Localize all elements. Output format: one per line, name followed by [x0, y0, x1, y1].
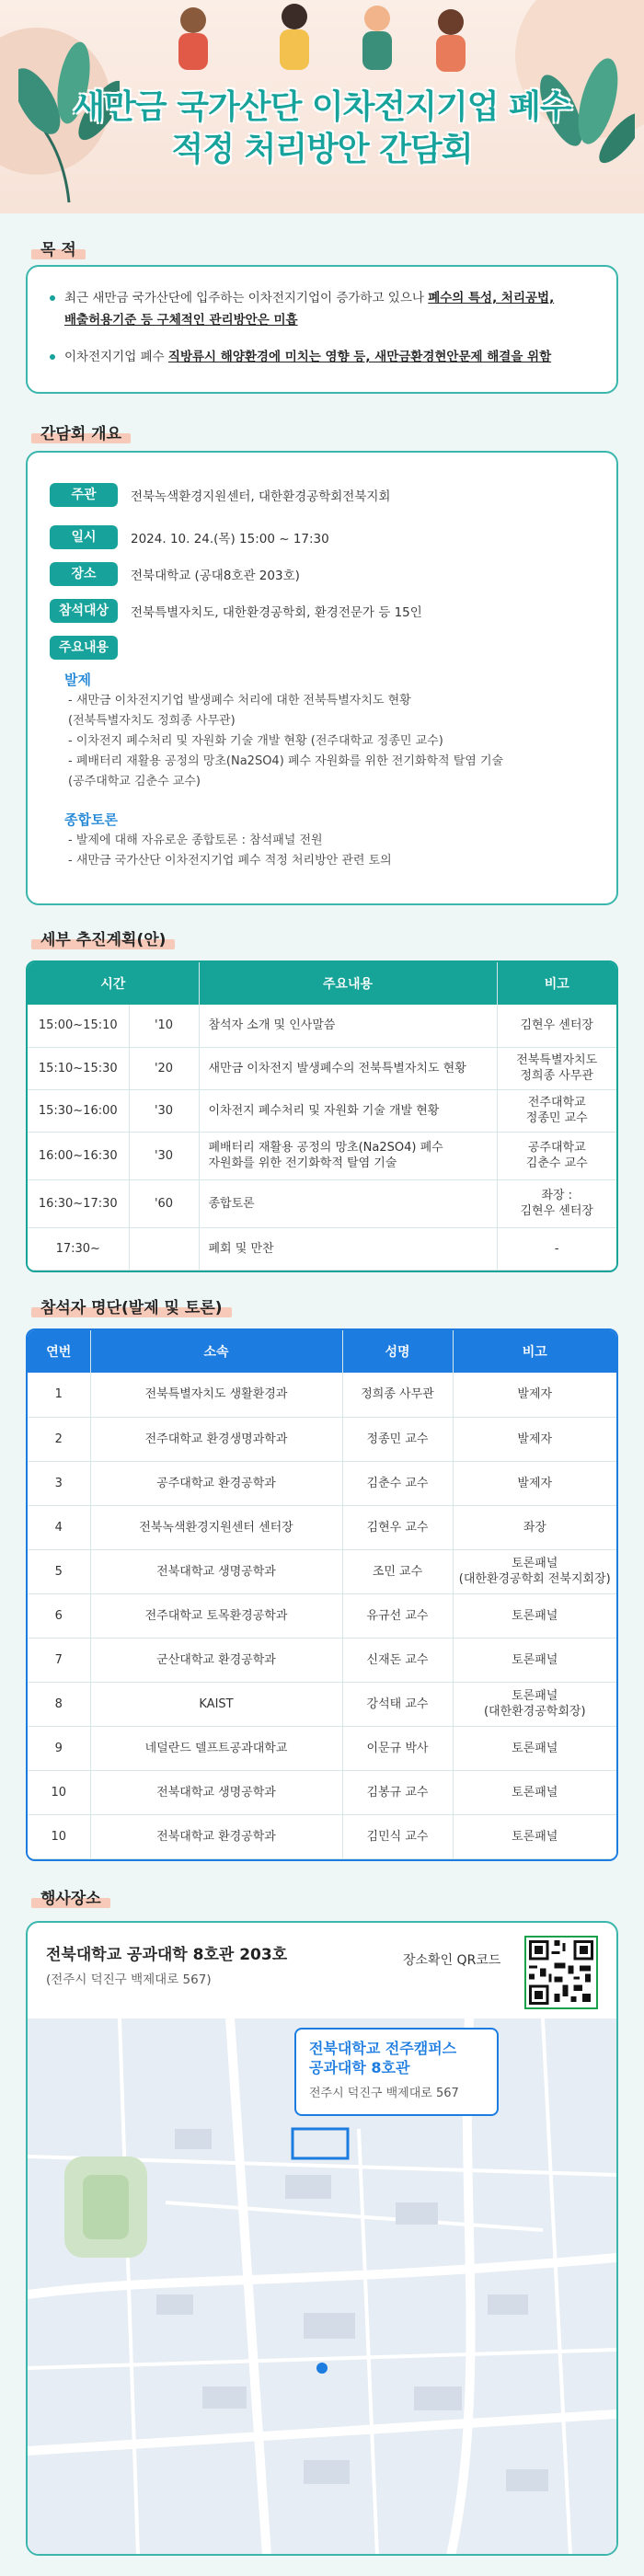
- qr-label: 장소확인 QR코드: [403, 1953, 501, 1968]
- table-row: [28, 1770, 616, 1814]
- attendee-organization: 전북특별자치도 생활환경과: [90, 1373, 342, 1417]
- attendee-name: 신재돈 교수: [342, 1638, 453, 1682]
- section-header-schedule: [31, 924, 175, 951]
- venue-card: [26, 1921, 618, 2556]
- schedule-time: 15:10~15:30: [28, 1047, 129, 1089]
- section-title: 세부 추진계획(안): [40, 930, 167, 949]
- schedule-time: 15:00~15:10: [28, 1005, 129, 1047]
- schedule-content: 참석자 소개 및 인사말씀: [199, 1005, 497, 1047]
- attendee-number: 7: [28, 1638, 90, 1682]
- overview-tag: 주관: [50, 483, 118, 507]
- overview-subheading-presentation: 발제: [64, 672, 91, 688]
- map-label-campus: 전북대학교 전주캠퍼스: [309, 2040, 457, 2057]
- purpose-text-bold: 폐수의 특성, 처리공법,: [428, 291, 555, 305]
- schedule-duration: '30: [129, 1132, 199, 1179]
- qr-code-icon[interactable]: [524, 1936, 598, 2009]
- attendee-role: 토론패널: [453, 1638, 616, 1682]
- table-row: [28, 1089, 616, 1132]
- attendee-name: 정종민 교수: [342, 1417, 453, 1461]
- column-header: 시간: [28, 962, 199, 1005]
- schedule-note: 전주대학교 정종민 교수: [497, 1089, 616, 1132]
- attendee-role: 토론패널 (대한환경공학회 전북지회장): [453, 1549, 616, 1593]
- attendee-name: 김민식 교수: [342, 1814, 453, 1858]
- table-row: [28, 1047, 616, 1089]
- attendee-organization: 전북대학교 생명공학과: [90, 1770, 342, 1814]
- table-row: [28, 1814, 616, 1858]
- hero-banner: [0, 0, 644, 213]
- attendee-organization: 전주대학교 환경생명과학과: [90, 1417, 342, 1461]
- schedule-note: 전북특별자치도 정희종 사무관: [497, 1047, 616, 1089]
- attendee-role: 발제자: [453, 1373, 616, 1417]
- overview-line: - 새만금 이차전지기업 발생폐수 처리에 대한 전북특별자치도 현황: [68, 694, 411, 707]
- purpose-text: [50, 346, 602, 368]
- attendee-role: 토론패널: [453, 1814, 616, 1858]
- overview-value: 전북대학교 (공대8호관 203호): [131, 569, 300, 583]
- overview-tag: 참석대상: [50, 599, 118, 623]
- schedule-time: 17:30~: [28, 1227, 129, 1270]
- overview-subheading-discussion: 종합토론: [64, 811, 118, 828]
- purpose-text-bold: 직방류시 해양환경에 미치는 영향 등, 새만금환경현안문제 해결을 위함: [167, 350, 552, 364]
- attendee-role: 토론패널 (대한환경공학회장): [453, 1682, 616, 1726]
- attendee-number: 6: [28, 1593, 90, 1638]
- schedule-time: 15:30~16:00: [28, 1089, 129, 1132]
- attendee-number: 5: [28, 1549, 90, 1593]
- attendee-organization: 네덜란드 델프트공과대학교: [90, 1726, 342, 1770]
- column-header: 비고: [497, 962, 616, 1005]
- attendee-name: 강석태 교수: [342, 1682, 453, 1726]
- attendee-name: 유규선 교수: [342, 1593, 453, 1638]
- section-title: 간담회 개요: [40, 424, 122, 443]
- purpose-text: [50, 287, 602, 331]
- venue-title: 전북대학교 공과대학 8호관 203호: [46, 1946, 288, 1964]
- map-location-label: [294, 2028, 499, 2116]
- schedule-duration: '60: [129, 1179, 199, 1227]
- schedule-note: 김현우 센터장: [497, 1005, 616, 1047]
- table-row: [28, 1373, 616, 1417]
- overview-value: 전북특별자치도, 대한환경공학회, 환경전문가 등 15인: [131, 605, 422, 620]
- attendee-number: 2: [28, 1417, 90, 1461]
- overview-line: - 이차전지 폐수처리 및 자원화 기술 개발 현황 (전주대학교 정종민 교수): [68, 734, 443, 748]
- attendee-organization: 전주대학교 토목환경공학과: [90, 1593, 342, 1638]
- schedule-content: 폐회 및 만찬: [199, 1227, 497, 1270]
- attendee-organization: 공주대학교 환경공학과: [90, 1461, 342, 1505]
- attendee-organization: 전북녹색환경지원센터 센터장: [90, 1505, 342, 1549]
- bullet-icon: [50, 354, 55, 360]
- page-title-line1: 새만금 국가산단 이차전지기업 폐수: [73, 88, 571, 126]
- attendee-number: 9: [28, 1726, 90, 1770]
- venue-address: (전주시 덕진구 백제대로 567): [46, 1972, 212, 1987]
- purpose-text-normal: 이차전지기업 폐수: [64, 350, 168, 364]
- schedule-note: 좌장 : 김현우 센터장: [497, 1179, 616, 1227]
- attendee-name: 김봉규 교수: [342, 1770, 453, 1814]
- overview-line: (공주대학교 김춘수 교수): [68, 775, 201, 788]
- table-header-row: [28, 1330, 616, 1373]
- overview-row: [50, 561, 300, 587]
- column-header: 비고: [453, 1330, 616, 1373]
- table-row: [28, 1682, 616, 1726]
- attendee-role: 좌장: [453, 1505, 616, 1549]
- schedule-content: 새만금 이차전지 발생폐수의 전북특별자치도 현황: [199, 1047, 497, 1089]
- attendee-name: 이문규 박사: [342, 1726, 453, 1770]
- schedule-note: -: [497, 1227, 616, 1270]
- table-row: [28, 1417, 616, 1461]
- attendee-organization: KAIST: [90, 1682, 342, 1726]
- table-row: [28, 1179, 616, 1227]
- purpose-card: [26, 265, 618, 394]
- purpose-text-normal: 최근 새만금 국가산단에 입주하는 이차전지기업이 증가하고 있으나: [64, 291, 429, 305]
- map-label-building: 공과대학 8호관: [309, 2059, 410, 2076]
- attendee-number: 8: [28, 1682, 90, 1726]
- attendee-organization: 전북대학교 환경공학과: [90, 1814, 342, 1858]
- overview-value: 2024. 10. 24.(목) 15:00 ~ 17:30: [131, 532, 329, 546]
- purpose-text-bold: 배출허용기준 등 구체적인 관리방안은 미흡: [64, 313, 298, 328]
- overview-line: - 발제에 대해 자유로운 종합토론 : 참석패널 전원: [68, 834, 323, 847]
- section-title: 참석자 명단(발제 및 토론): [40, 1298, 223, 1317]
- attendee-number: 4: [28, 1505, 90, 1549]
- overview-tag: 장소: [50, 562, 118, 586]
- overview-line: - 폐배터리 재활용 공정의 망초(Na2SO4) 폐수 자원화를 위한 전기화학적 탈염 기술: [68, 754, 504, 768]
- table-row: [28, 1461, 616, 1505]
- attendee-name: 김현우 교수: [342, 1505, 453, 1549]
- section-header-venue: [31, 1882, 110, 1910]
- section-header-overview: [31, 418, 131, 445]
- section-title: 목 적: [40, 240, 76, 259]
- map-label-address: 전주시 덕진구 백제대로 567: [309, 2087, 459, 2100]
- schedule-duration: '20: [129, 1047, 199, 1089]
- overview-line: (전북특별자치도 정희종 사무관): [68, 714, 236, 728]
- overview-value: 전북녹색환경지원센터, 대한환경공학회전북지회: [131, 489, 391, 504]
- section-header-attendees: [31, 1292, 232, 1319]
- overview-row: [50, 635, 131, 661]
- section-header-purpose: [31, 234, 86, 261]
- purpose-item-1: [50, 287, 602, 331]
- attendee-number: 1: [28, 1373, 90, 1417]
- attendee-name: 조민 교수: [342, 1549, 453, 1593]
- attendee-name: 정희종 사무관: [342, 1373, 453, 1417]
- schedule-content: 폐배터리 재활용 공정의 망초(Na2SO4) 폐수 자원화를 위한 전기화학적 탈염 기술: [199, 1132, 497, 1179]
- table-row: [28, 1726, 616, 1770]
- attendee-role: 토론패널: [453, 1726, 616, 1770]
- overview-row: [50, 482, 390, 508]
- table-row: [28, 1593, 616, 1638]
- schedule-duration: [129, 1227, 199, 1270]
- meeting-people-illustration: [138, 0, 506, 83]
- overview-row: [50, 524, 329, 550]
- column-header: 성명: [342, 1330, 453, 1373]
- schedule-duration: '30: [129, 1089, 199, 1132]
- schedule-time: 16:00~16:30: [28, 1132, 129, 1179]
- schedule-content: 종합토론: [199, 1179, 497, 1227]
- attendee-role: 발제자: [453, 1461, 616, 1505]
- page-title-line2: 적정 처리방안 간담회: [171, 131, 473, 168]
- column-header: 소속: [90, 1330, 342, 1373]
- attendee-number: 10: [28, 1770, 90, 1814]
- table-row: [28, 1005, 616, 1047]
- column-header: 주요내용: [199, 962, 497, 1005]
- table-row: [28, 1505, 616, 1549]
- attendee-organization: 군산대학교 환경공학과: [90, 1638, 342, 1682]
- section-title: 행사장소: [40, 1889, 101, 1908]
- overview-row: [50, 598, 422, 624]
- table-row: [28, 1638, 616, 1682]
- overview-tag: 주요내용: [50, 636, 118, 660]
- attendee-role: 토론패널: [453, 1770, 616, 1814]
- bullet-icon: [50, 295, 55, 301]
- attendee-number: 10: [28, 1814, 90, 1858]
- column-header: 연번: [28, 1330, 90, 1373]
- attendee-name: 김춘수 교수: [342, 1461, 453, 1505]
- schedule-time: 16:30~17:30: [28, 1179, 129, 1227]
- purpose-item-2: [50, 346, 602, 368]
- table-row: [28, 1227, 616, 1270]
- attendee-number: 3: [28, 1461, 90, 1505]
- table-header-row: [28, 962, 616, 1005]
- table-row: [28, 1132, 616, 1179]
- schedule-content: 이차전지 폐수처리 및 자원화 기술 개발 현황: [199, 1089, 497, 1132]
- schedule-note: 공주대학교 김춘수 교수: [497, 1132, 616, 1179]
- overview-line: - 새만금 국가산단 이차전지기업 폐수 적정 처리방안 관련 토의: [68, 854, 392, 868]
- venue-map[interactable]: [28, 2018, 616, 2556]
- attendee-role: 발제자: [453, 1417, 616, 1461]
- attendee-organization: 전북대학교 생명공학과: [90, 1549, 342, 1593]
- attendee-role: 토론패널: [453, 1593, 616, 1638]
- schedule-table: [26, 960, 618, 1272]
- schedule-duration: '10: [129, 1005, 199, 1047]
- overview-tag: 일시: [50, 525, 118, 549]
- table-row: [28, 1549, 616, 1593]
- attendees-table: [26, 1328, 618, 1861]
